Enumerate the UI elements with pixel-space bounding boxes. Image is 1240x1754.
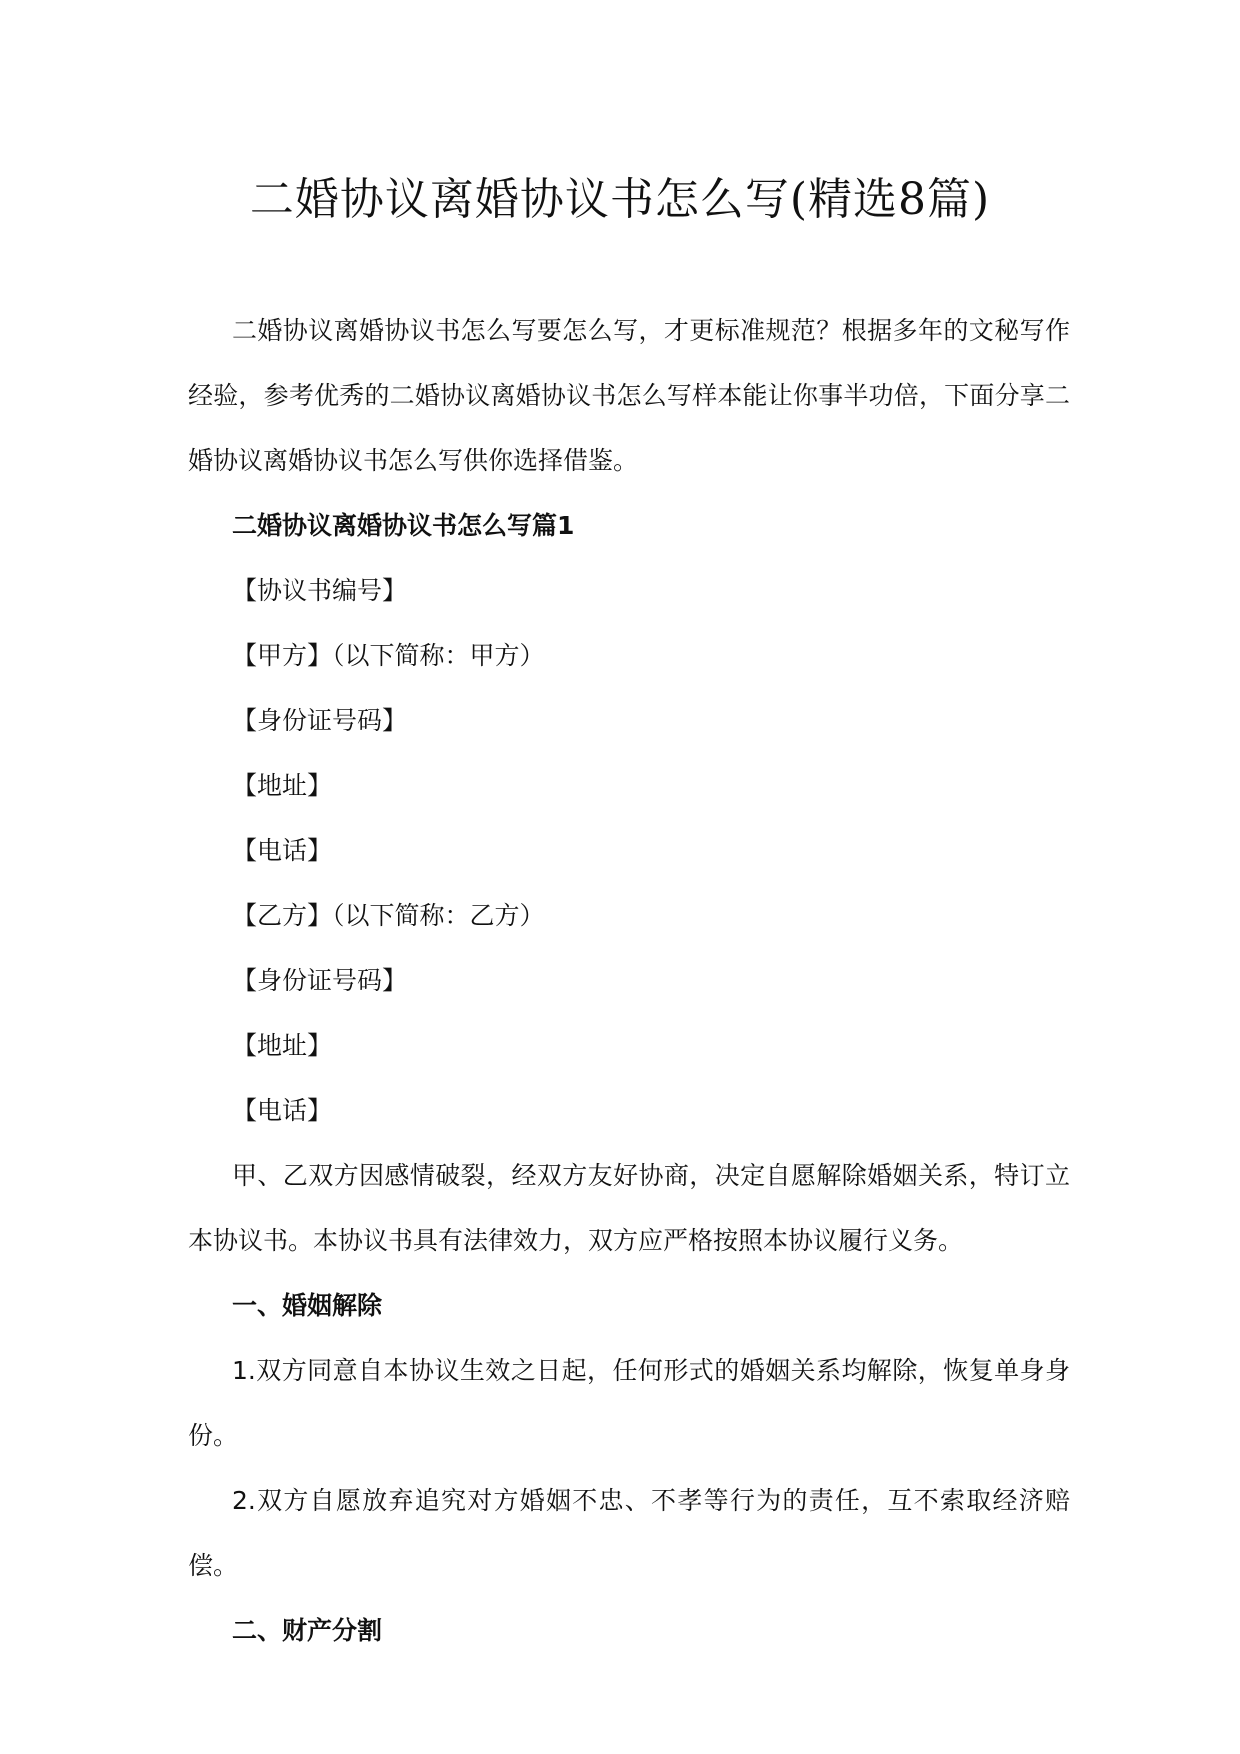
document-title: 二婚协议离婚协议书怎么写(精选8篇) (249, 174, 991, 225)
intro-paragraph: 二婚协议离婚协议书怎么写要怎么写，才更标准规范？根据多年的文秘写作经验，参考优秀的二婚协议离婚协议书怎么写样本能让你事半功倍，下面分享二婚协议离婚协议书怎么写供你选择借鉴。 (188, 316, 1070, 475)
field-party-a-id: 【身份证号码】 (232, 706, 408, 735)
article-heading: 一、婚姻解除 (232, 1291, 383, 1320)
document-body (188, 298, 1070, 1663)
field-agreement-number: 【协议书编号】 (232, 576, 408, 605)
preamble-paragraph: 甲、乙双方因感情破裂，经双方友好协商，决定自愿解除婚姻关系，特订立本协议书。本协议书具有法律效力，双方应严格按照本协议履行义务。 (188, 1161, 1070, 1255)
field-party-b-phone: 【电话】 (232, 1096, 333, 1125)
field-party-a-address: 【地址】 (232, 771, 333, 800)
article-item: 2.双方自愿放弃追究对方婚姻不忠、不孝等行为的责任，互不索取经济赔偿。 (188, 1486, 1070, 1580)
article-heading: 二、财产分割 (232, 1616, 383, 1645)
field-party-b: 【乙方】（以下简称：乙方） (232, 901, 545, 930)
article-item: 1.双方同意自本协议生效之日起，任何形式的婚姻关系均解除，恢复单身身份。 (188, 1356, 1070, 1450)
field-party-a: 【甲方】（以下简称：甲方） (232, 641, 545, 670)
section-heading: 二婚协议离婚协议书怎么写篇1 (232, 511, 575, 540)
field-party-a-phone: 【电话】 (232, 836, 333, 865)
field-party-b-address: 【地址】 (232, 1031, 333, 1060)
field-party-b-id: 【身份证号码】 (232, 966, 408, 995)
